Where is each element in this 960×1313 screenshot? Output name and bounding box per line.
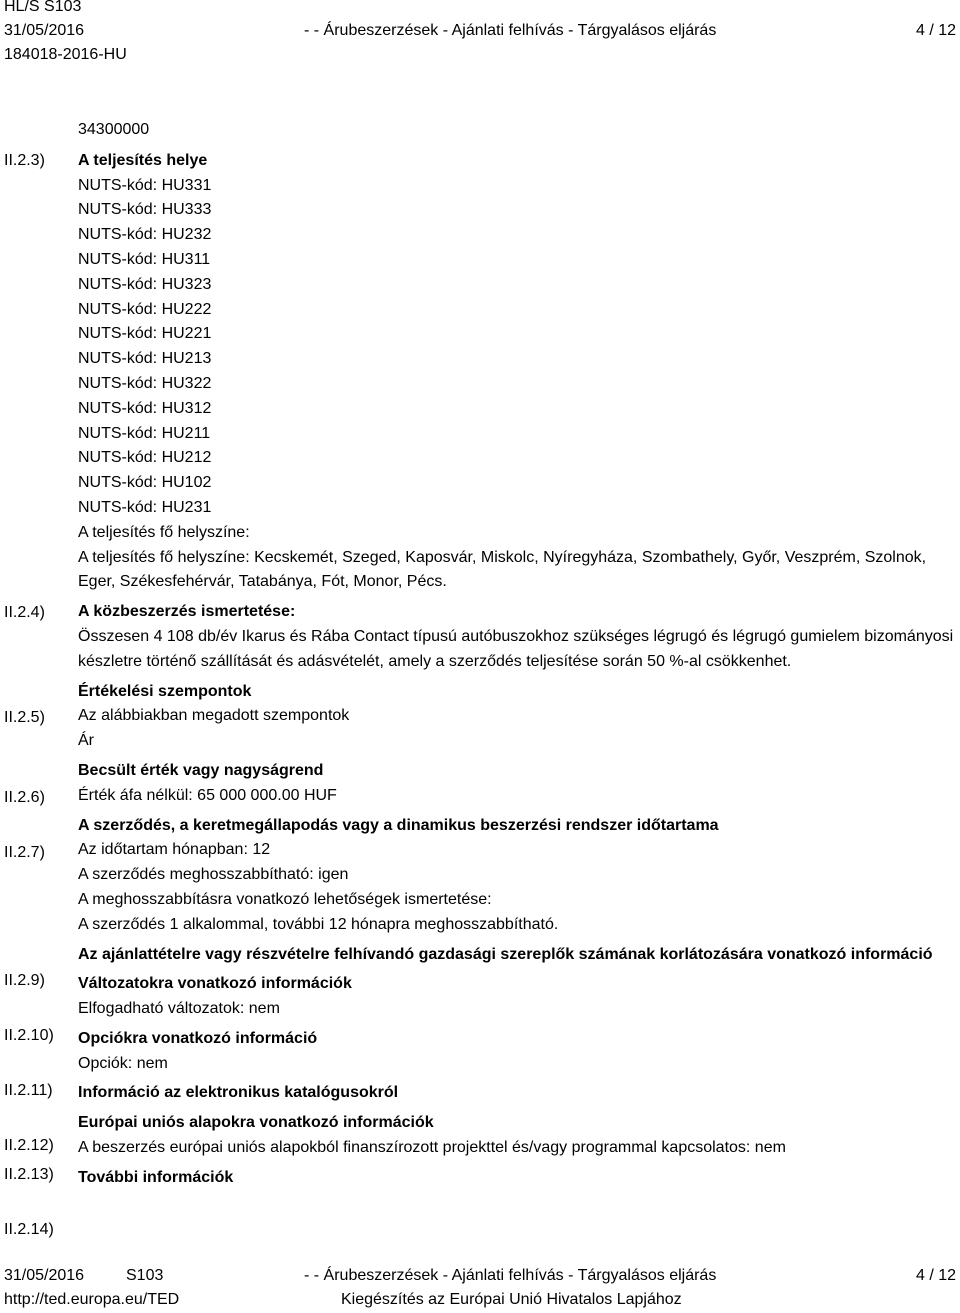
footer-page: 4 / 12 bbox=[915, 1267, 956, 1284]
nuts-code: NUTS-kód: HU102 bbox=[78, 474, 212, 492]
section-number: II.2.14) bbox=[4, 1221, 54, 1238]
header-title: - - Árubeszerzések - Ajánlati felhívás - Tárgyalásos eljárás bbox=[304, 22, 717, 39]
cpv-code: 34300000 bbox=[78, 121, 150, 138]
nuts-code: NUTS-kód: HU221 bbox=[78, 325, 212, 343]
duration-months: Az időtartam hónapban: 12 bbox=[78, 841, 271, 859]
nuts-code: NUTS-kód: HU322 bbox=[78, 374, 212, 392]
eu-funds-text: A beszerzés európai uniós alapokból finanszírozott projekttel és/vagy programmal kapcsolatos: nem bbox=[78, 1139, 786, 1157]
header-reference: 184018-2016-HU bbox=[4, 46, 127, 63]
nuts-code: NUTS-kód: HU311 bbox=[78, 250, 211, 268]
variants-text: Elfogadható változatok: nem bbox=[78, 1000, 280, 1018]
eu-funds-heading: Európai uniós alapokra vonatkozó információk bbox=[78, 1114, 434, 1132]
nuts-code: NUTS-kód: HU231 bbox=[78, 498, 212, 516]
nuts-code: NUTS-kód: HU331 bbox=[78, 176, 212, 194]
award-criteria-heading: Értékelési szempontok bbox=[78, 682, 252, 700]
award-criteria-line: Az alábbiakban megadott szempontok bbox=[78, 707, 350, 725]
section-number: II.2.7) bbox=[4, 844, 45, 861]
header-series: HL/S S103 bbox=[4, 0, 82, 15]
section-number: II.2.3) bbox=[4, 152, 45, 169]
section-number: II.2.11) bbox=[4, 1082, 53, 1099]
section-number: II.2.10) bbox=[4, 1027, 54, 1044]
nuts-code: NUTS-kód: HU212 bbox=[78, 449, 212, 467]
footer-title: - - Árubeszerzések - Ajánlati felhívás - Tárgyalásos eljárás bbox=[304, 1267, 717, 1284]
nuts-code: NUTS-kód: HU232 bbox=[78, 226, 212, 244]
nuts-code: NUTS-kód: HU333 bbox=[78, 201, 212, 219]
main-site-text: A teljesítés fő helyszíne: Kecskemét, Szeged, Kaposvár, Miskolc, Nyíregyháza, Szombathely, Győr, Veszprém, Szolnok, Eger, Székesfehérvár, Tatabánya, Fót, Monor, Pécs. bbox=[78, 548, 927, 591]
main-site-label: A teljesítés fő helyszíne: bbox=[78, 523, 250, 541]
renewal-flag: A szerződés meghosszabbítható: igen bbox=[78, 866, 349, 884]
description-text: Összesen 4 108 db/év Ikarus és Rába Contact típusú autóbuszokhoz szükséges légrugó és légrugó gumielem bizományosi készletre történő szállítását és adásvételét, amely a szerződés teljesítése során 50 %-al csökkenhet. bbox=[78, 627, 954, 670]
renewal-description: A szerződés 1 alkalommal, további 12 hónapra meghosszabbítható. bbox=[78, 915, 559, 933]
variants-heading: Változatokra vonatkozó információk bbox=[78, 975, 352, 993]
candidate-limit-heading: Az ajánlattételre vagy részvételre felhívandó gazdasági szereplők számának korlátozására vonatkozó információ bbox=[78, 945, 933, 963]
description-heading: A közbeszerzés ismertetése: bbox=[78, 603, 296, 621]
nuts-code: NUTS-kód: HU222 bbox=[78, 300, 212, 318]
section-number: II.2.12) bbox=[4, 1137, 54, 1154]
section-number: II.2.9) bbox=[4, 972, 45, 989]
nuts-code: NUTS-kód: HU211 bbox=[78, 424, 211, 442]
renewal-description-label: A meghosszabbításra vonatkozó lehetőségek ismertetése: bbox=[78, 890, 492, 908]
options-heading: Opciókra vonatkozó információ bbox=[78, 1029, 318, 1047]
place-heading: A teljesítés helye bbox=[78, 151, 208, 169]
additional-info-heading: További információk bbox=[78, 1168, 234, 1186]
estimated-value-text: Érték áfa nélkül: 65 000 000.00 HUF bbox=[78, 786, 337, 804]
nuts-code: NUTS-kód: HU312 bbox=[78, 399, 212, 417]
award-criteria-price: Ár bbox=[78, 732, 94, 750]
header-date: 31/05/2016 bbox=[4, 22, 85, 39]
section-number: II.2.5) bbox=[4, 709, 45, 726]
catalogue-heading: Információ az elektronikus katalógusokról bbox=[78, 1084, 399, 1102]
nuts-code: NUTS-kód: HU323 bbox=[78, 275, 212, 293]
header-page: 4 / 12 bbox=[915, 22, 956, 39]
section-number: II.2.6) bbox=[4, 789, 45, 806]
options-text: Opciók: nem bbox=[78, 1054, 168, 1072]
footer-url[interactable]: http://ted.europa.eu/TED bbox=[4, 1291, 180, 1308]
footer-date: 31/05/2016 bbox=[4, 1267, 85, 1284]
section-number: II.2.4) bbox=[4, 604, 45, 621]
footer-publisher: Kiegészítés az Európai Unió Hivatalos Lapjához bbox=[341, 1291, 682, 1308]
section-number: II.2.13) bbox=[4, 1166, 54, 1183]
document-body bbox=[78, 118, 958, 1191]
nuts-code: NUTS-kód: HU213 bbox=[78, 350, 212, 368]
estimated-value-heading: Becsült érték vagy nagyságrend bbox=[78, 761, 324, 779]
nuts-list bbox=[78, 174, 958, 521]
footer-series: S103 bbox=[126, 1267, 164, 1284]
duration-heading: A szerződés, a keretmegállapodás vagy a dinamikus beszerzési rendszer időtartama bbox=[78, 816, 719, 834]
